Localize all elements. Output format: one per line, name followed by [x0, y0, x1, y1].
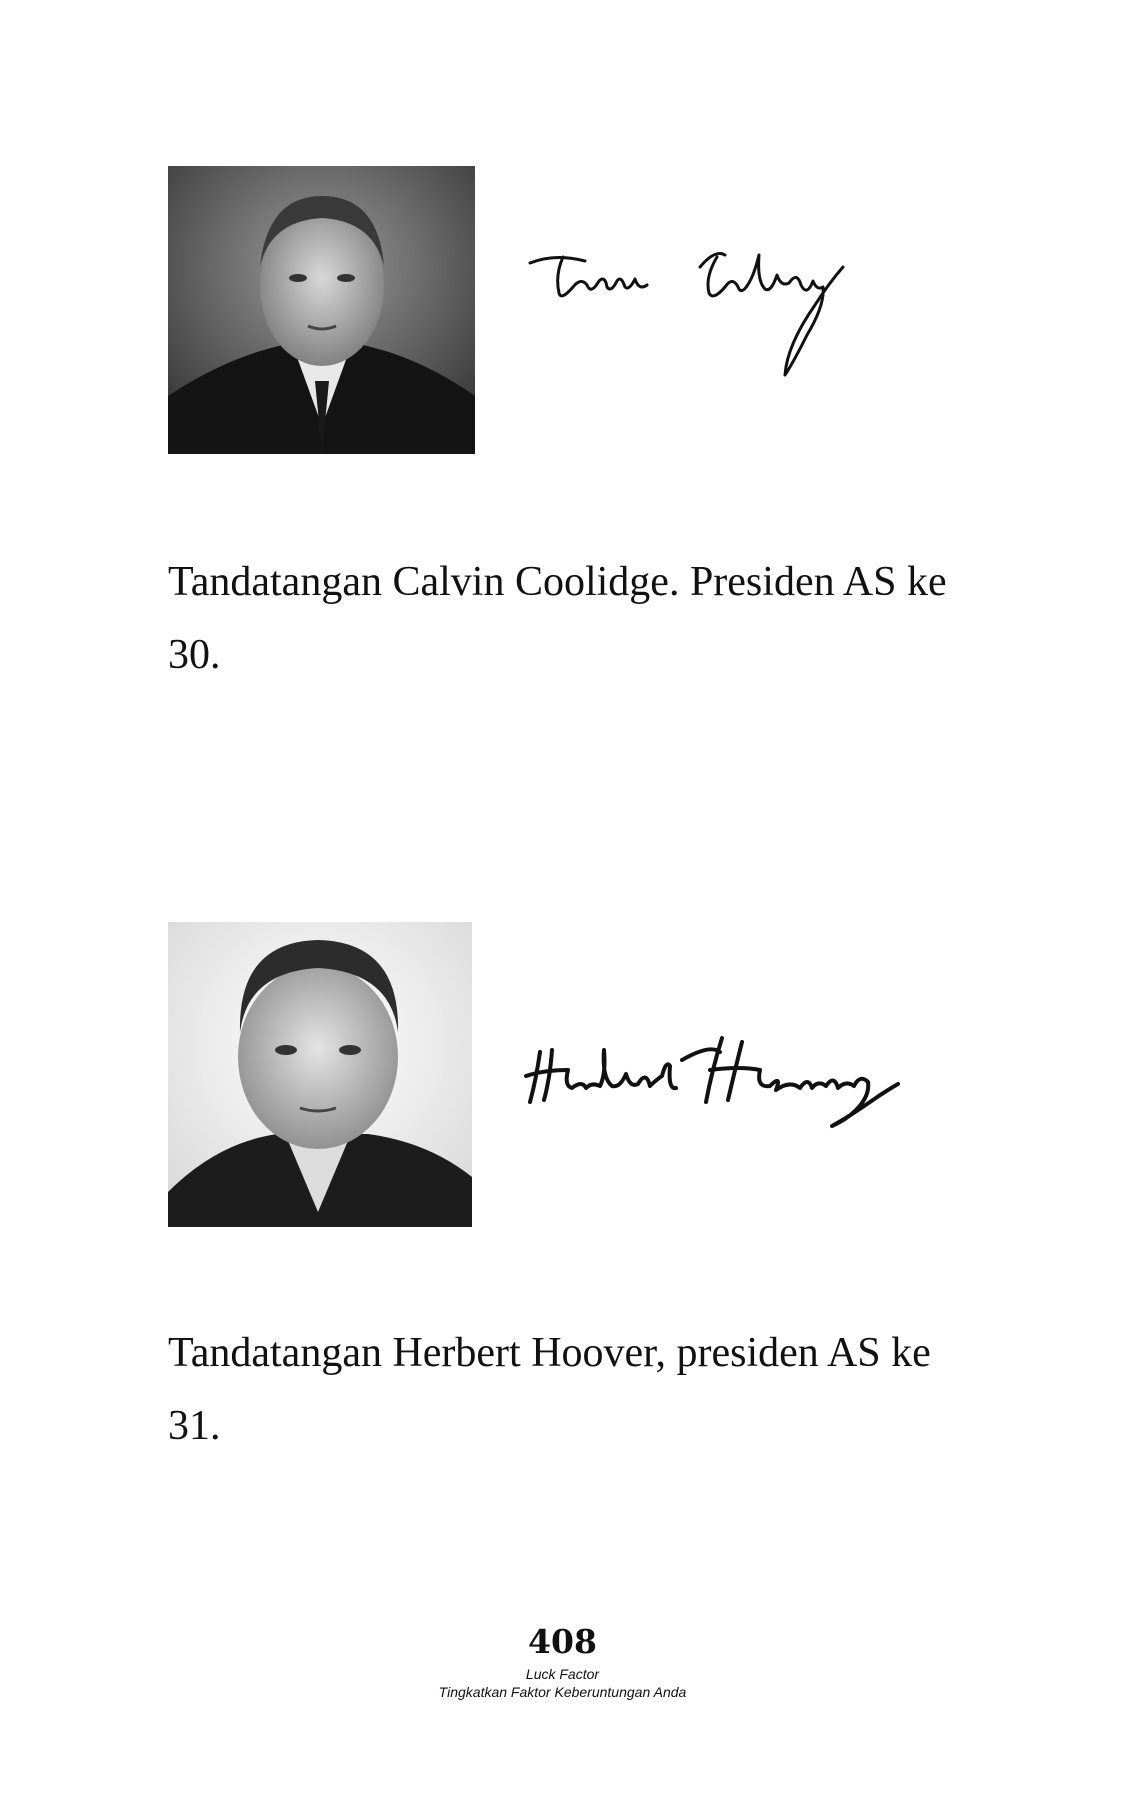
caption-line: Tandatangan Calvin Coolidge. Presiden AS ke: [168, 559, 947, 605]
hoover-caption: [168, 1317, 988, 1463]
caption-line: Tandatangan Herbert Hoover, presiden AS ke: [168, 1330, 931, 1376]
coolidge-signature: [525, 235, 905, 385]
coolidge-caption: [168, 546, 988, 692]
hoover-signature: [520, 1030, 910, 1140]
book-title: Luck Factor: [525, 1666, 600, 1682]
book-subtitle: Tingkatkan Faktor Keberuntungan Anda: [438, 1684, 687, 1700]
caption-line: 30.: [168, 632, 221, 678]
hoover-portrait-photo: [168, 922, 472, 1227]
caption-line: 31.: [168, 1403, 221, 1449]
coolidge-portrait-photo: [168, 166, 475, 454]
page-number: 408: [528, 1622, 597, 1661]
